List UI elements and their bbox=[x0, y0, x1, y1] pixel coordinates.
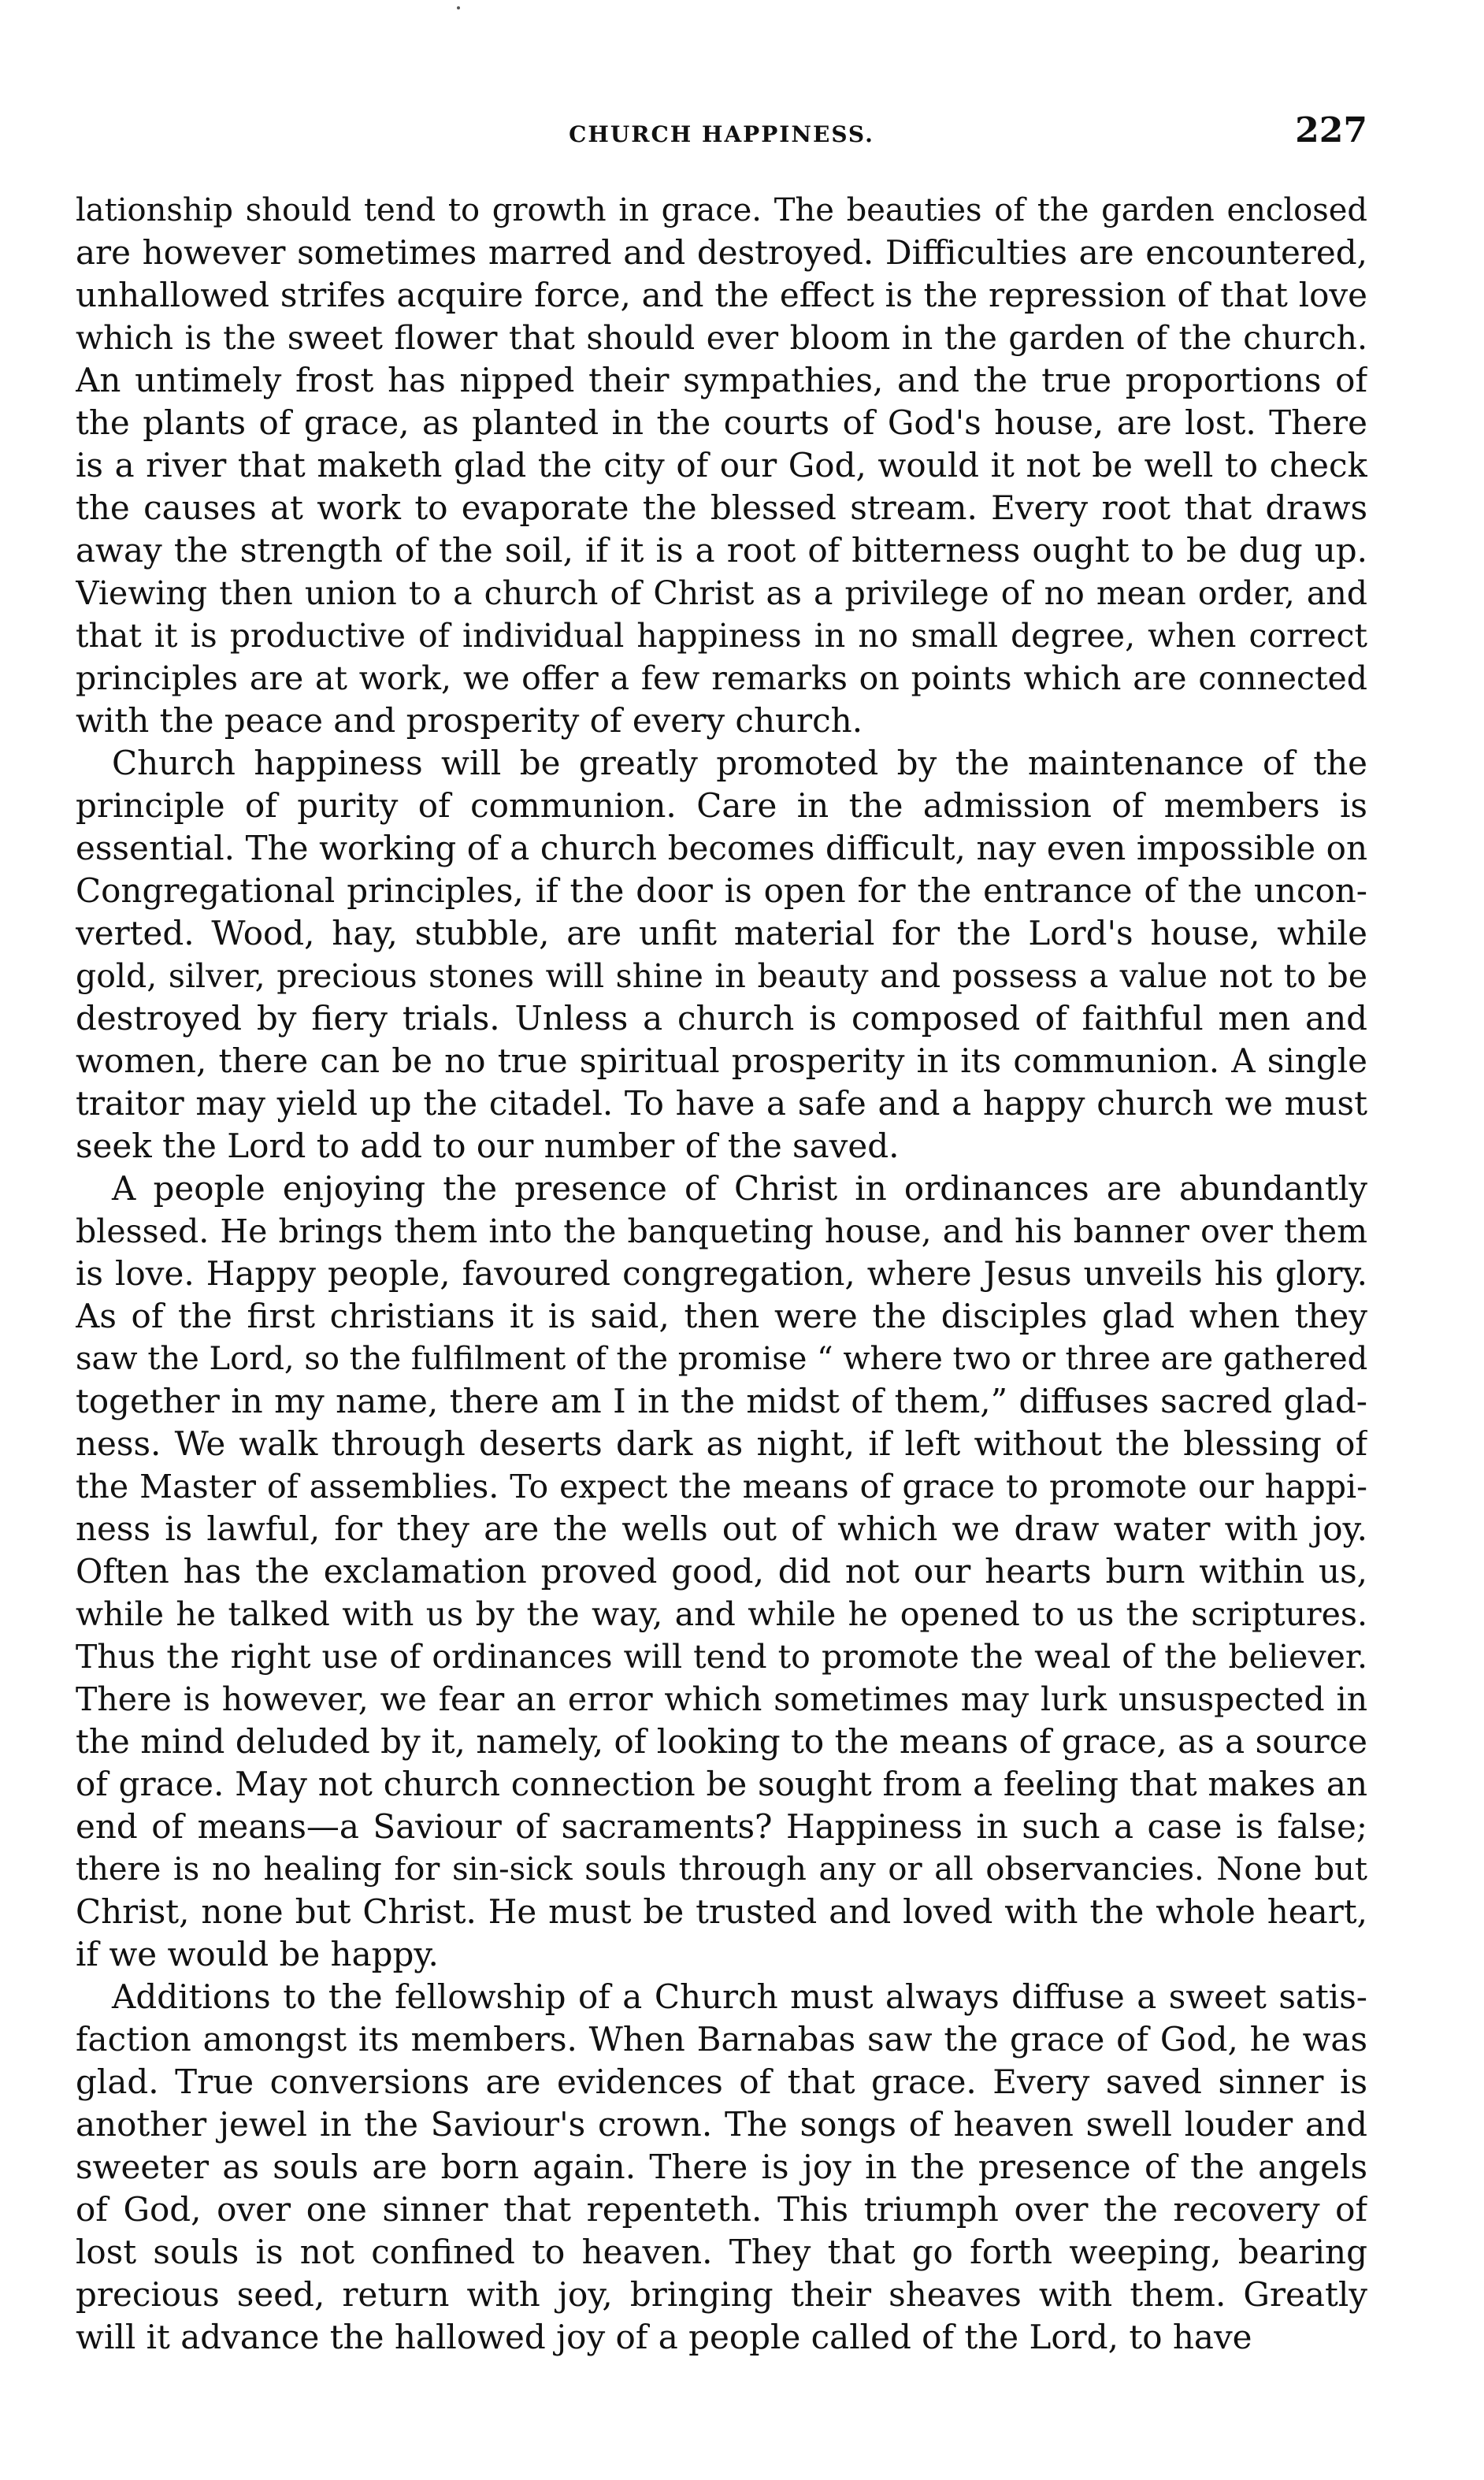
text-line: As of the first christians it is said, then were the disciples glad when they bbox=[76, 1297, 1367, 1335]
text-line: saw the Lord, so the fulfilment of the promise “ where two or three are gathered bbox=[76, 1341, 1367, 1377]
text-line: Church happiness will be greatly promoted by the maintenance of the bbox=[112, 744, 1367, 782]
text-line: Thus the right use of ordinances will tend to promote the weal of the believer. bbox=[76, 1638, 1367, 1676]
text-line: principle of purity of communion. Care in the admission of members is bbox=[76, 786, 1367, 825]
paragraph bbox=[76, 1976, 1367, 2359]
text-line: if we would be happy. bbox=[76, 1935, 439, 1973]
text-line: unhallowed strifes acquire force, and the effect is the repression of that love bbox=[76, 276, 1367, 314]
text-line: There is however, we fear an error which sometimes may lurk unsuspected in bbox=[76, 1680, 1367, 1718]
text-line: while he talked with us by the way, and while he opened to us the scriptures. bbox=[76, 1595, 1367, 1633]
text-line: there is no healing for sin-sick souls through any or all observancies. None but bbox=[76, 1851, 1367, 1888]
body-text bbox=[76, 189, 1367, 2359]
text-line: verted. Wood, hay, stubble, are unfit material for the Lord's house, while bbox=[76, 914, 1367, 952]
text-line: together in my name, there am I in the midst of them,” diffuses sacred glad- bbox=[76, 1382, 1367, 1420]
text-line: principles are at work, we offer a few remarks on points which are connected bbox=[76, 659, 1367, 697]
text-line: will it advance the hallowed joy of a people called of the Lord, to have bbox=[76, 2318, 1252, 2356]
text-line: Christ, none but Christ. He must be trusted and loved with the whole heart, bbox=[76, 1892, 1367, 1931]
text-line: women, there can be no true spiritual prosperity in its communion. A single bbox=[76, 1041, 1367, 1080]
text-line: destroyed by fiery trials. Unless a church is composed of faithful men and bbox=[76, 999, 1367, 1038]
text-line: the plants of grace, as planted in the courts of God's house, are lost. There bbox=[76, 403, 1367, 442]
text-line: with the peace and prosperity of every church. bbox=[76, 701, 863, 740]
text-line: A people enjoying the presence of Christ in ordinances are abundantly bbox=[112, 1169, 1367, 1208]
page-number: 227 bbox=[1295, 110, 1367, 150]
text-line: of grace. May not church connection be sought from a feeling that makes an bbox=[76, 1765, 1367, 1803]
text-line: lost souls is not confined to heaven. They that go forth weeping, bearing bbox=[76, 2233, 1367, 2271]
text-line: An untimely frost has nipped their sympathies, and the true proportions of bbox=[76, 361, 1367, 399]
text-line: another jewel in the Saviour's crown. The songs of heaven swell louder and bbox=[76, 2105, 1367, 2144]
text-line: the Master of assemblies. To expect the means of grace to promote our happi- bbox=[76, 1468, 1367, 1505]
text-line: traitor may yield up the citadel. To have a safe and a happy church we must bbox=[76, 1084, 1367, 1123]
text-line: Congregational principles, if the door is open for the entrance of the uncon- bbox=[76, 871, 1367, 910]
running-head: CHURCH HAPPINESS. bbox=[569, 121, 874, 147]
text-line: essential. The working of a church becomes difficult, nay even impossible on bbox=[76, 829, 1367, 867]
paragraph bbox=[76, 189, 1367, 742]
text-line: the causes at work to evaporate the blessed stream. Every root that draws bbox=[76, 488, 1367, 527]
text-line: away the strength of the soil, if it is a root of bitterness ought to be dug up. bbox=[76, 531, 1367, 570]
text-line: lationship should tend to growth in grace. The beauties of the garden enclosed bbox=[76, 192, 1367, 228]
text-line: sweeter as souls are born again. There is joy in the presence of the angels bbox=[76, 2148, 1367, 2186]
text-line: Additions to the fellowship of a Church must always diffuse a sweet satis- bbox=[112, 1977, 1367, 2016]
text-line: are however sometimes marred and destroyed. Difficulties are encountered, bbox=[76, 233, 1367, 272]
text-line: gold, silver, precious stones will shine in beauty and possess a value not to be bbox=[76, 957, 1367, 995]
text-line: faction amongst its members. When Barnabas saw the grace of God, he was bbox=[76, 2020, 1367, 2059]
text-line: is a river that maketh glad the city of our God, would it not be well to check bbox=[76, 446, 1367, 484]
page-header bbox=[76, 110, 1367, 158]
text-line: that it is productive of individual happiness in no small degree, when correct bbox=[76, 617, 1367, 655]
text-line: the mind deluded by it, namely, of looking to the means of grace, as a source bbox=[76, 1722, 1367, 1761]
text-line: of God, over one sinner that repenteth. This triumph over the recovery of bbox=[76, 2190, 1367, 2229]
print-speck bbox=[457, 6, 460, 9]
text-line: ness is lawful, for they are the wells out of which we draw water with joy. bbox=[76, 1509, 1367, 1548]
paragraph bbox=[76, 1168, 1367, 1976]
text-line: precious seed, return with joy, bringing their sheaves with them. Greatly bbox=[76, 2275, 1367, 2314]
text-line: glad. True conversions are evidences of that grace. Every saved sinner is bbox=[76, 2062, 1367, 2101]
text-line: which is the sweet flower that should ever bloom in the garden of the church. bbox=[76, 319, 1367, 357]
paragraph bbox=[76, 742, 1367, 1168]
text-line: Often has the exclamation proved good, did not our hearts burn within us, bbox=[76, 1552, 1367, 1591]
text-line: is love. Happy people, favoured congregation, where Jesus unveils his glory. bbox=[76, 1254, 1367, 1293]
text-line: blessed. He brings them into the banqueting house, and his banner over them bbox=[76, 1212, 1367, 1250]
text-line: end of means—a Saviour of sacraments? Happiness in such a case is false; bbox=[76, 1807, 1367, 1846]
text-line: ness. We walk through deserts dark as night, if left without the blessing of bbox=[76, 1424, 1367, 1463]
text-line: Viewing then union to a church of Christ as a privilege of no mean order, and bbox=[76, 574, 1367, 612]
text-line: seek the Lord to add to our number of the saved. bbox=[76, 1127, 900, 1165]
